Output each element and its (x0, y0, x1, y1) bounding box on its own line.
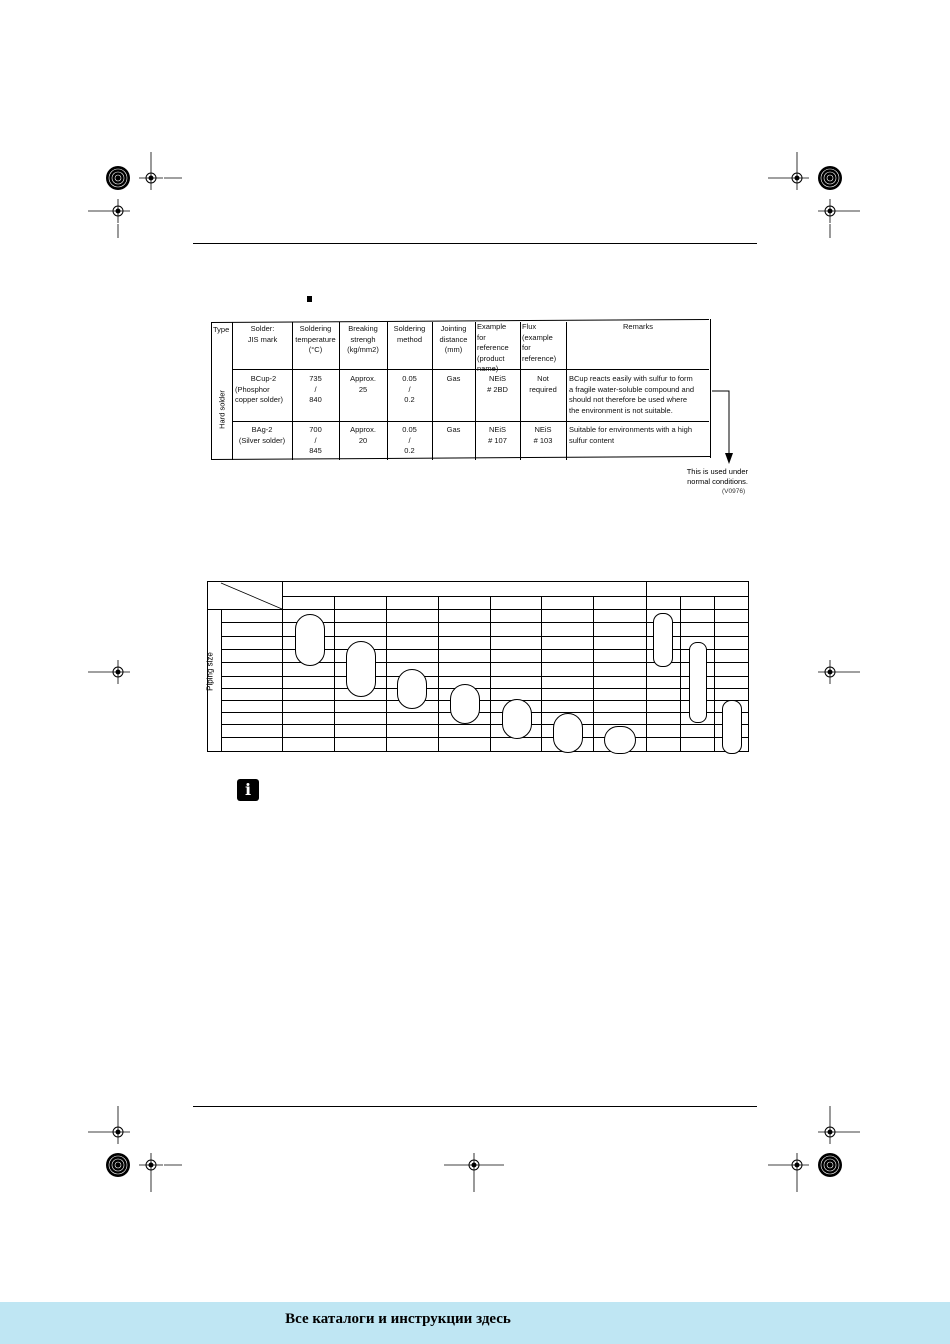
range-pill (653, 613, 673, 667)
piping-size-chart (207, 581, 749, 752)
header-jointing: Jointing distance (mm) (439, 324, 468, 354)
range-pill (502, 699, 532, 739)
header-example: Example for reference (product name) (477, 322, 509, 373)
range-pill (553, 713, 583, 753)
range-pill (689, 642, 707, 723)
row1-temp: 735 / 840 (309, 374, 322, 404)
row2-method: 0.05 / 0.2 (402, 425, 417, 455)
info-icon: i (237, 779, 259, 801)
header-flux: Flux (example for reference) (522, 322, 557, 363)
row1-solder: BCup-2 (Phosphor copper solder) (235, 374, 283, 404)
row1-remarks: BCup reacts easily with sulfur to form a fragile water-soluble compound and should not therefore be used where the environment is not suitable. (569, 374, 695, 415)
row1-jointing: Gas (446, 374, 461, 383)
range-pill (604, 726, 636, 754)
range-pill (295, 614, 325, 666)
solder-table (211, 319, 711, 461)
section-bullet (307, 296, 312, 302)
row2-temp: 700 / 845 (309, 425, 322, 455)
header-rule (193, 243, 757, 244)
row1-flux: Not required (529, 374, 557, 394)
note-arrow (700, 385, 750, 467)
footer-rule (193, 1106, 757, 1107)
footer-link[interactable]: Все каталоги и инструкции здесь (285, 1311, 511, 1327)
row2-jointing: Gas (446, 425, 461, 434)
row2-example: NEiS # 107 (488, 425, 507, 445)
piping-size-label: Piping size (205, 652, 215, 691)
header-temp: Soldering temperature (°C) (295, 324, 336, 354)
header-remarks: Remarks (622, 322, 653, 331)
header-method: Soldering method (393, 324, 426, 344)
header-solder: Solder: JIS mark (247, 324, 278, 344)
row2-remarks: Suitable for environments with a high sulfur content (569, 425, 692, 445)
row1-example: NEiS # 2BD (487, 374, 508, 394)
group-label-hard-solder: Hard solder (217, 390, 227, 429)
figure-code: (V0976) (722, 488, 746, 495)
row2-flux: NEiS # 103 (533, 425, 553, 445)
row2-breaking: Approx. 20 (350, 425, 376, 445)
header-breaking: Breaking strengh (kg/mm2) (347, 324, 379, 354)
range-pill (450, 684, 480, 724)
usage-note: This is used under normal conditions. (686, 467, 748, 486)
header-type: Type (213, 325, 230, 334)
row2-solder: BAg-2 (Silver solder) (238, 425, 286, 445)
range-pill (722, 700, 742, 754)
range-pill (346, 641, 376, 697)
row1-method: 0.05 / 0.2 (402, 374, 417, 404)
row1-breaking: Approx. 25 (350, 374, 376, 394)
range-pill (397, 669, 427, 709)
